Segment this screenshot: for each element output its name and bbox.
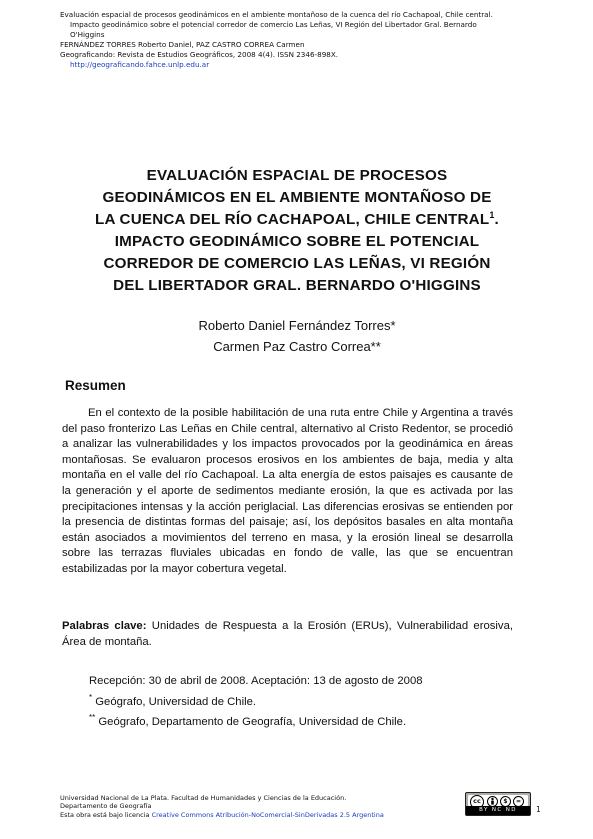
header-line-1: Evaluación espacial de procesos geodinámicos en el ambiente montañoso de la cuenca del río Cachapoal, Chile central. xyxy=(60,10,493,19)
author-list xyxy=(58,315,536,357)
license-link[interactable]: Creative Commons Atribución-NoComercial-SinDerivadas 2.5 Argentina xyxy=(151,810,384,819)
cc-badge-labels: BY NC ND xyxy=(466,806,530,815)
cc-icon: cc xyxy=(470,795,484,809)
header-url-link[interactable]: http://geograficando.fahce.unlp.edu.ar xyxy=(70,60,210,69)
footer-license: Esta obra está bajo licencia Creative Commons Atribución-NoComercial-SinDerivadas 2.5 Argentina xyxy=(60,810,384,819)
footer-department: Departamento de Geografía xyxy=(60,802,152,811)
author-footnote-2: ** Geógrafo, Departamento de Geografía, Universidad de Chile. xyxy=(89,712,407,728)
title-line: CORREDOR DE COMERCIO LAS LEÑAS, VI REGIÓN xyxy=(103,255,491,272)
header-citation: Geograficando: Revista de Estudios Geográficos, 2008 4(4). ISSN 2346-898X. xyxy=(60,50,339,59)
abstract-heading: Resumen xyxy=(65,378,126,393)
title-line: LA CUENCA DEL RÍO CACHAPOAL, CHILE CENTRAL$^1$. xyxy=(95,209,499,228)
header-line-2: Impacto geodinámico sobre el potencial corredor de comercio Las Leñas, VI Región del Libertador Gral. Bernardo xyxy=(70,20,477,29)
title-line: DEL LIBERTADOR GRAL. BERNARDO O'HIGGINS xyxy=(113,277,481,294)
abstract-body: En el contexto de la posible habilitación de una ruta entre Chile y Argentina a través del paso fronterizo Las Leñas en Chile central, alternativo al Cristo Redentor, se procedió a analizar las vulnerabilidades y los impactos provocados por la geodinámica en áreas montañosas. Se evaluaron procesos erosivos en los ambientes de baja, media y alta montaña en el valle del río Cachapoal. La alta energía de estos paisajes es causante de la generación y el aporte de sedimentos mediante erosión, la que es activada por las precipitaciones intensas y la acción periglacial. Las diferencias erosivas se entienden por la presencia de distintas formas del paisaje; así, los depósitos basales en alta montaña están asociados a movimientos del terreno en masa, y la erosión lineal se desarrolla sobre las terrazas fluviales ubicadas en fondo de valle, las que se encuentran estabilizadas por la mayor cobertura vegetal. xyxy=(62,407,513,575)
article-title xyxy=(58,165,536,297)
creative-commons-badge[interactable] xyxy=(465,792,531,816)
page-number: 1 xyxy=(536,805,541,814)
header-line-3: O'Higgins xyxy=(70,30,105,39)
author-footnote-1: * Geógrafo, Universidad de Chile. xyxy=(89,692,257,708)
nd-icon: = xyxy=(513,796,524,807)
page-footer xyxy=(60,794,460,819)
keywords-label: Palabras clave: xyxy=(62,620,147,632)
received-accepted-dates: Recepción: 30 de abril de 2008. Aceptación: 13 de agosto de 2008 xyxy=(89,675,423,687)
running-header xyxy=(60,10,530,70)
keywords xyxy=(62,619,513,650)
title-line: IMPACTO GEODINÁMICO SOBRE EL POTENCIAL xyxy=(114,233,480,250)
nc-icon: $ xyxy=(500,796,511,807)
article-notes xyxy=(89,674,519,730)
header-authors: FERNÁNDEZ TORRES Roberto Daniel, PAZ CASTRO CORREA Carmen xyxy=(60,40,305,49)
footer-institution: Universidad Nacional de La Plata. Facultad de Humanidades y Ciencias de la Educación. xyxy=(60,794,347,802)
title-footnote-mark[interactable]: 1 xyxy=(489,209,495,220)
keywords-text: Unidades de Respuesta a la Erosión (ERUs), Vulnerabilidad erosiva, Área de montaña. xyxy=(62,620,513,648)
author-name: Roberto Daniel Fernández Torres* xyxy=(198,318,396,333)
title-line: EVALUACIÓN ESPACIAL DE PROCESOS xyxy=(146,167,448,184)
title-line: GEODINÁMICOS EN EL AMBIENTE MONTAÑOSO DE xyxy=(102,189,492,206)
author-name: Carmen Paz Castro Correa** xyxy=(213,339,381,354)
